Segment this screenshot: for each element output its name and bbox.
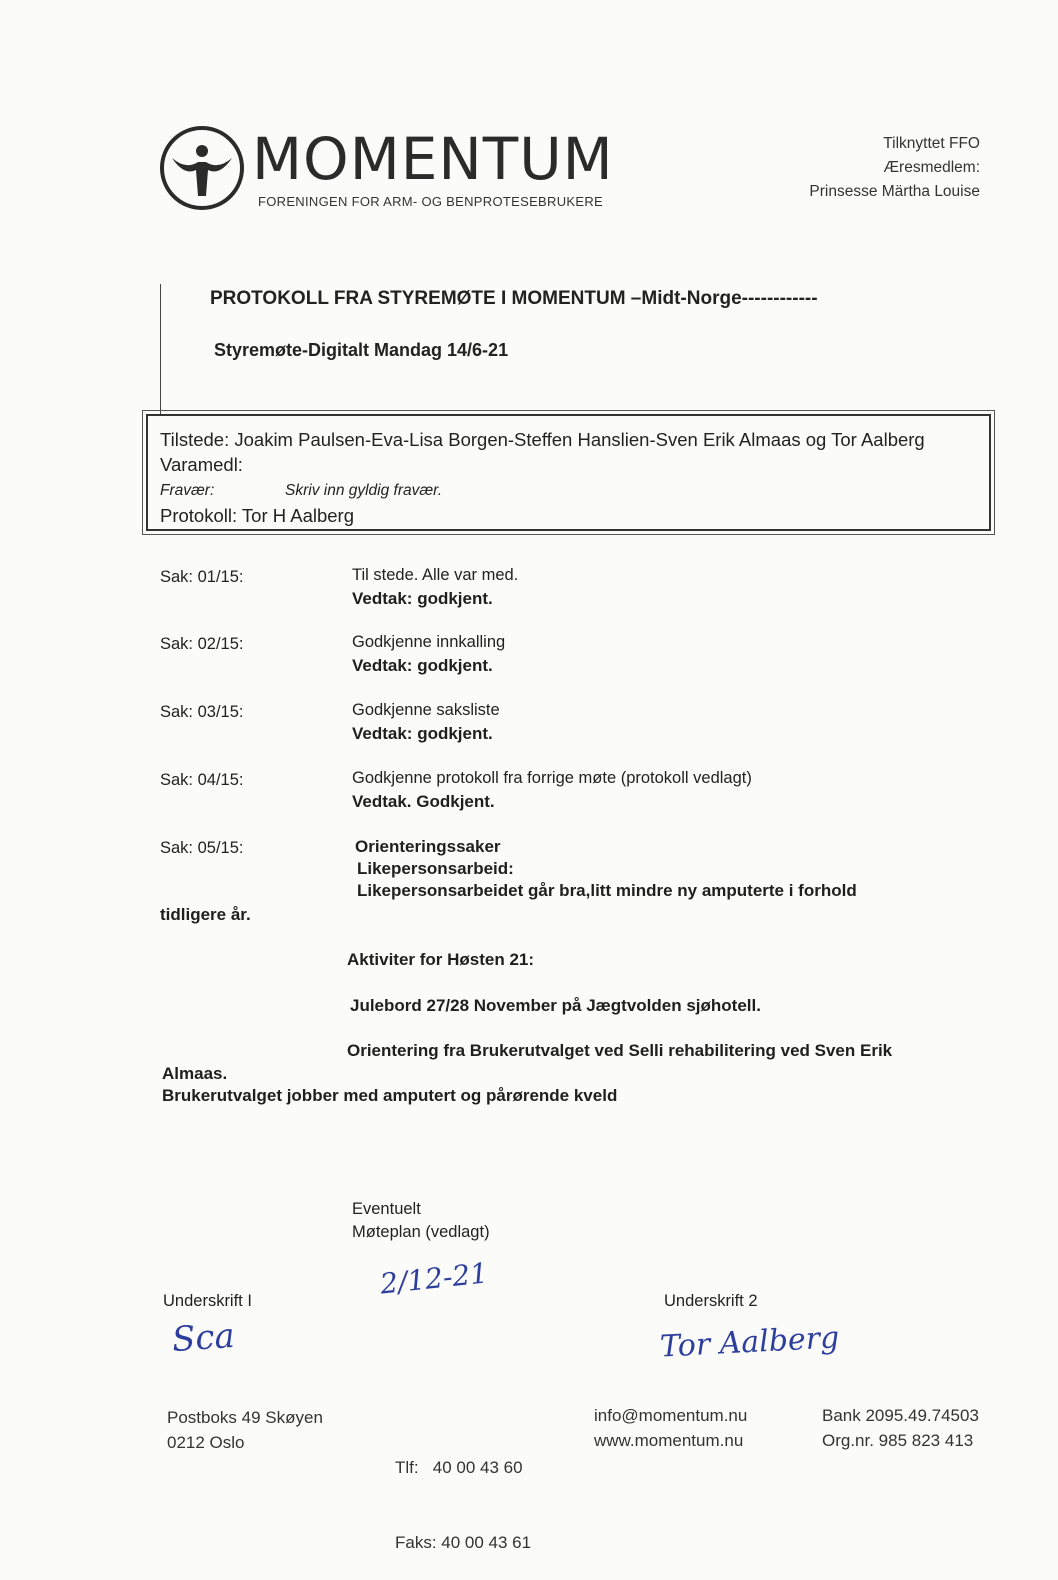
fax-number: Faks: 40 00 43 61: [395, 1533, 532, 1552]
substitutes: Varamedl:: [160, 454, 243, 475]
signature-2: Tor Aalberg: [659, 1320, 841, 1365]
orientation-text: Orientering fra Brukerutvalget ved Selli rehabilitering ved Sven Erik: [347, 1041, 893, 1060]
logo-subtitle: FORENINGEN FOR ARM- OG BENPROTESEBRUKERE: [258, 194, 603, 209]
signature-1: Sca: [170, 1315, 236, 1361]
julebord-text: Julebord 27/28 November på Jægtvolden sjøhotell.: [350, 996, 761, 1015]
margin-rule: [160, 284, 161, 414]
item-label: Sak: 04/15:: [160, 771, 244, 789]
item-decision: Vedtak: godkjent.: [352, 724, 493, 743]
item-decision: Vedtak. Godkjent.: [352, 792, 495, 811]
address-line-1: Postboks 49 Skøyen: [167, 1408, 323, 1427]
org-number: Org.nr. 985 823 413: [822, 1431, 974, 1450]
any-other-business: Eventuelt: [352, 1200, 421, 1218]
absence-value: Skriv inn gyldig fravær.: [285, 482, 443, 499]
item-label: Sak: 05/15:: [160, 839, 244, 857]
honorary-name: Prinsesse Märtha Louise: [809, 183, 980, 200]
momentum-logo-icon: [158, 124, 246, 212]
page-title: PROTOKOLL FRA STYREMØTE I MOMENTUM –Midt-Norge------------: [210, 288, 818, 309]
item-decision: Vedtak: godkjent.: [352, 656, 493, 675]
affiliation-text: Tilknyttet FFO: [883, 135, 980, 152]
item-label: Sak: 03/15:: [160, 703, 244, 721]
bank-account: Bank 2095.49.74503: [822, 1406, 979, 1425]
item-text: Godkjenne innkalling: [352, 633, 506, 651]
meeting-plan: Møteplan (vedlagt): [352, 1223, 490, 1241]
footer-bank: [822, 1403, 979, 1453]
item-label: Sak: 02/15:: [160, 635, 244, 653]
item5-heading: Orienteringssaker: [355, 837, 501, 856]
item-text: Godkjenne protokoll fra forrige møte (protokoll vedlagt): [352, 769, 752, 787]
affiliation-block: [809, 132, 980, 204]
item-label: Sak: 01/15:: [160, 568, 244, 586]
meeting-subtitle: Styremøte-Digitalt Mandag 14/6-21: [214, 340, 509, 360]
absence-label: Fravær:: [160, 482, 215, 499]
attendees: Tilstede: Joakim Paulsen-Eva-Lisa Borgen-Steffen Hanslien-Sven Erik Almaas og Tor Aalberg: [160, 429, 925, 450]
attendance-box: [146, 414, 991, 531]
orientation-text-continued: Almaas.: [162, 1064, 228, 1083]
logo-wordmark: MOMENTUM: [252, 125, 614, 193]
handwritten-date: 2/12-21: [378, 1256, 490, 1301]
item5-text: Likepersonsarbeidet går bra,litt mindre ny amputerte i forhold: [357, 881, 857, 900]
honorary-label: Æresmedlem:: [883, 159, 980, 176]
item5-text-continued: tidligere år.: [160, 905, 251, 924]
footer-address: [167, 1405, 323, 1455]
logo: [158, 118, 638, 218]
signature-label-1: Underskrift I: [163, 1292, 252, 1310]
item-text: Til stede. Alle var med.: [352, 566, 519, 584]
item-decision: Vedtak: godkjent.: [352, 589, 493, 608]
address-line-2: 0212 Oslo: [167, 1433, 245, 1452]
footer-phone: [395, 1405, 531, 1580]
item-text: Godkjenne saksliste: [352, 701, 500, 719]
minutes-taker: Protokoll: Tor H Aalberg: [160, 505, 355, 526]
activities-heading: Aktiviter for Høsten 21:: [347, 950, 535, 969]
item5-subheading: Likepersonsarbeid:: [357, 859, 514, 878]
signature-label-2: Underskrift 2: [664, 1292, 758, 1310]
footer-contact: [594, 1403, 747, 1453]
phone-number: Tlf: 40 00 43 60: [395, 1458, 523, 1477]
website-link[interactable]: www.momentum.nu: [594, 1431, 744, 1450]
email-link[interactable]: info@momentum.nu: [594, 1406, 748, 1425]
user-committee-text: Brukerutvalget jobber med amputert og pårørende kveld: [162, 1086, 618, 1105]
